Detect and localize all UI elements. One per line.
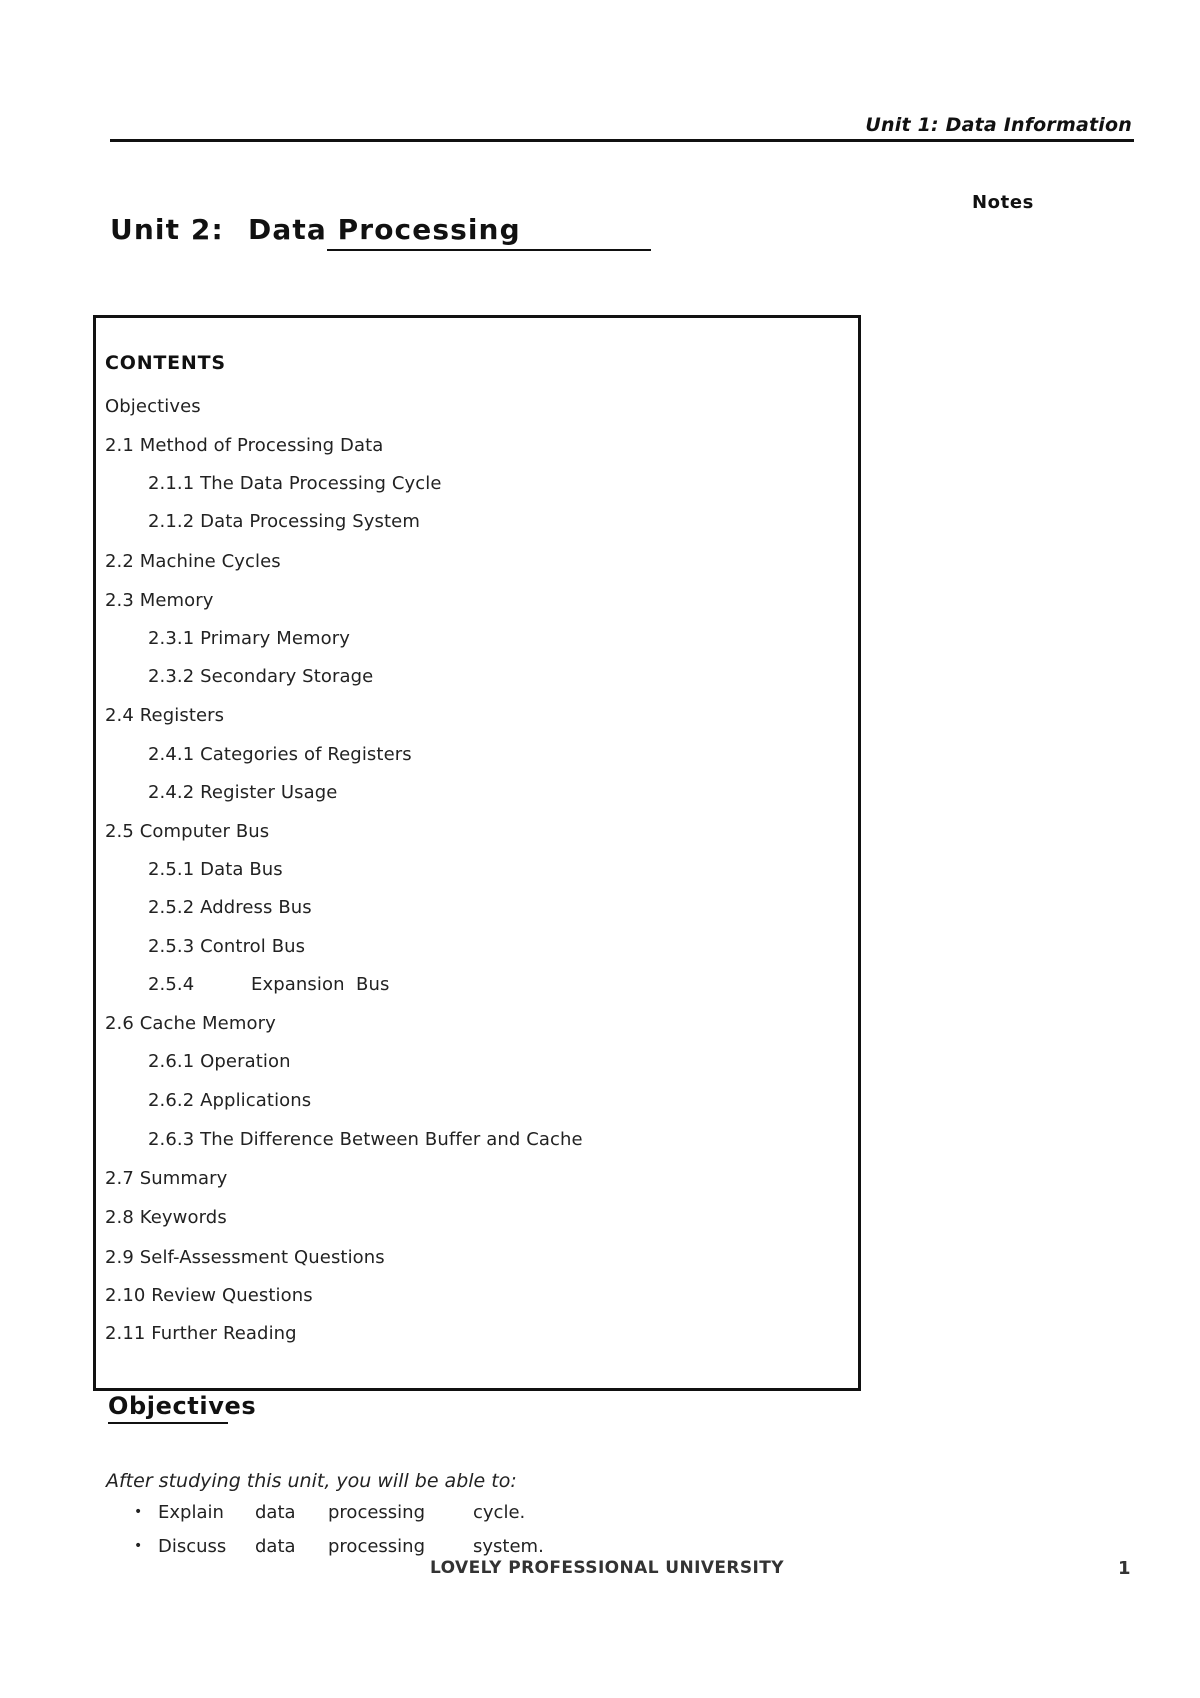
toc-item[interactable]: 2.5.2 Address Bus — [148, 897, 312, 918]
bullet-word: Explain — [158, 1502, 224, 1523]
toc-item[interactable]: 2.2 Machine Cycles — [105, 551, 281, 572]
toc-item[interactable]: 2.1.1 The Data Processing Cycle — [148, 473, 442, 494]
toc-item-word: Expansion — [251, 974, 345, 995]
running-head: Unit 1: Data Information — [865, 114, 1132, 136]
toc-item[interactable]: 2.10 Review Questions — [105, 1285, 313, 1306]
toc-item[interactable]: 2.7 Summary — [105, 1168, 228, 1189]
toc-item[interactable]: 2.11 Further Reading — [105, 1323, 297, 1344]
toc-item[interactable]: 2.6.3 The Difference Between Buffer and Cache — [148, 1129, 583, 1150]
objectives-intro: After studying this unit, you will be able to: — [106, 1470, 517, 1492]
toc-item[interactable]: 2.5.1 Data Bus — [148, 859, 283, 880]
toc-item[interactable]: Objectives — [105, 396, 201, 417]
toc-item[interactable]: 2.6.2 Applications — [148, 1090, 312, 1111]
objectives-heading: Objectives — [108, 1392, 257, 1420]
bullet-word: data — [255, 1502, 296, 1523]
toc-item[interactable]: 2.3.1 Primary Memory — [148, 628, 351, 649]
footer-university: LOVELY PROFESSIONAL UNIVERSITY — [430, 1558, 784, 1578]
toc-item[interactable]: 2.4 Registers — [105, 705, 225, 726]
header-rule — [110, 139, 1134, 142]
contents-heading: CONTENTS — [105, 352, 226, 374]
objectives-underline — [108, 1422, 228, 1424]
toc-item[interactable]: 2.6 Cache Memory — [105, 1013, 276, 1034]
bullet-word: system. — [473, 1536, 544, 1557]
unit-title — [110, 213, 521, 246]
toc-item[interactable]: 2.4.2 Register Usage — [148, 782, 338, 803]
toc-item-number: 2.5.4 — [148, 974, 195, 995]
toc-item[interactable]: 2.1 Method of Processing Data — [105, 435, 384, 456]
toc-item-word: Bus — [356, 974, 390, 995]
page-number: 1 — [1118, 1558, 1131, 1579]
toc-item[interactable]: 2.8 Keywords — [105, 1207, 227, 1228]
bullet-word: processing — [328, 1536, 426, 1557]
toc-item[interactable]: 2.9 Self-Assessment Questions — [105, 1247, 385, 1268]
unit-number: Unit 2: — [110, 213, 224, 246]
bullet-word: data — [255, 1536, 296, 1557]
toc-item[interactable]: 2.5.3 Control Bus — [148, 936, 306, 957]
bullet-word: cycle. — [473, 1502, 526, 1523]
notes-margin-label: Notes — [972, 192, 1034, 213]
bullet-word: processing — [328, 1502, 426, 1523]
toc-item[interactable]: 2.6.1 Operation — [148, 1051, 291, 1072]
toc-item[interactable]: 2.3 Memory — [105, 590, 214, 611]
toc-item[interactable]: 2.5 Computer Bus — [105, 821, 270, 842]
bullet-word: Discuss — [158, 1536, 227, 1557]
unit-name: Data Processing — [248, 213, 521, 246]
toc-item[interactable]: 2.3.2 Secondary Storage — [148, 666, 374, 687]
title-underline — [327, 249, 651, 251]
toc-item[interactable]: 2.1.2 Data Processing System — [148, 511, 420, 532]
toc-item[interactable]: 2.4.1 Categories of Registers — [148, 744, 412, 765]
toc-item[interactable] — [148, 974, 389, 995]
